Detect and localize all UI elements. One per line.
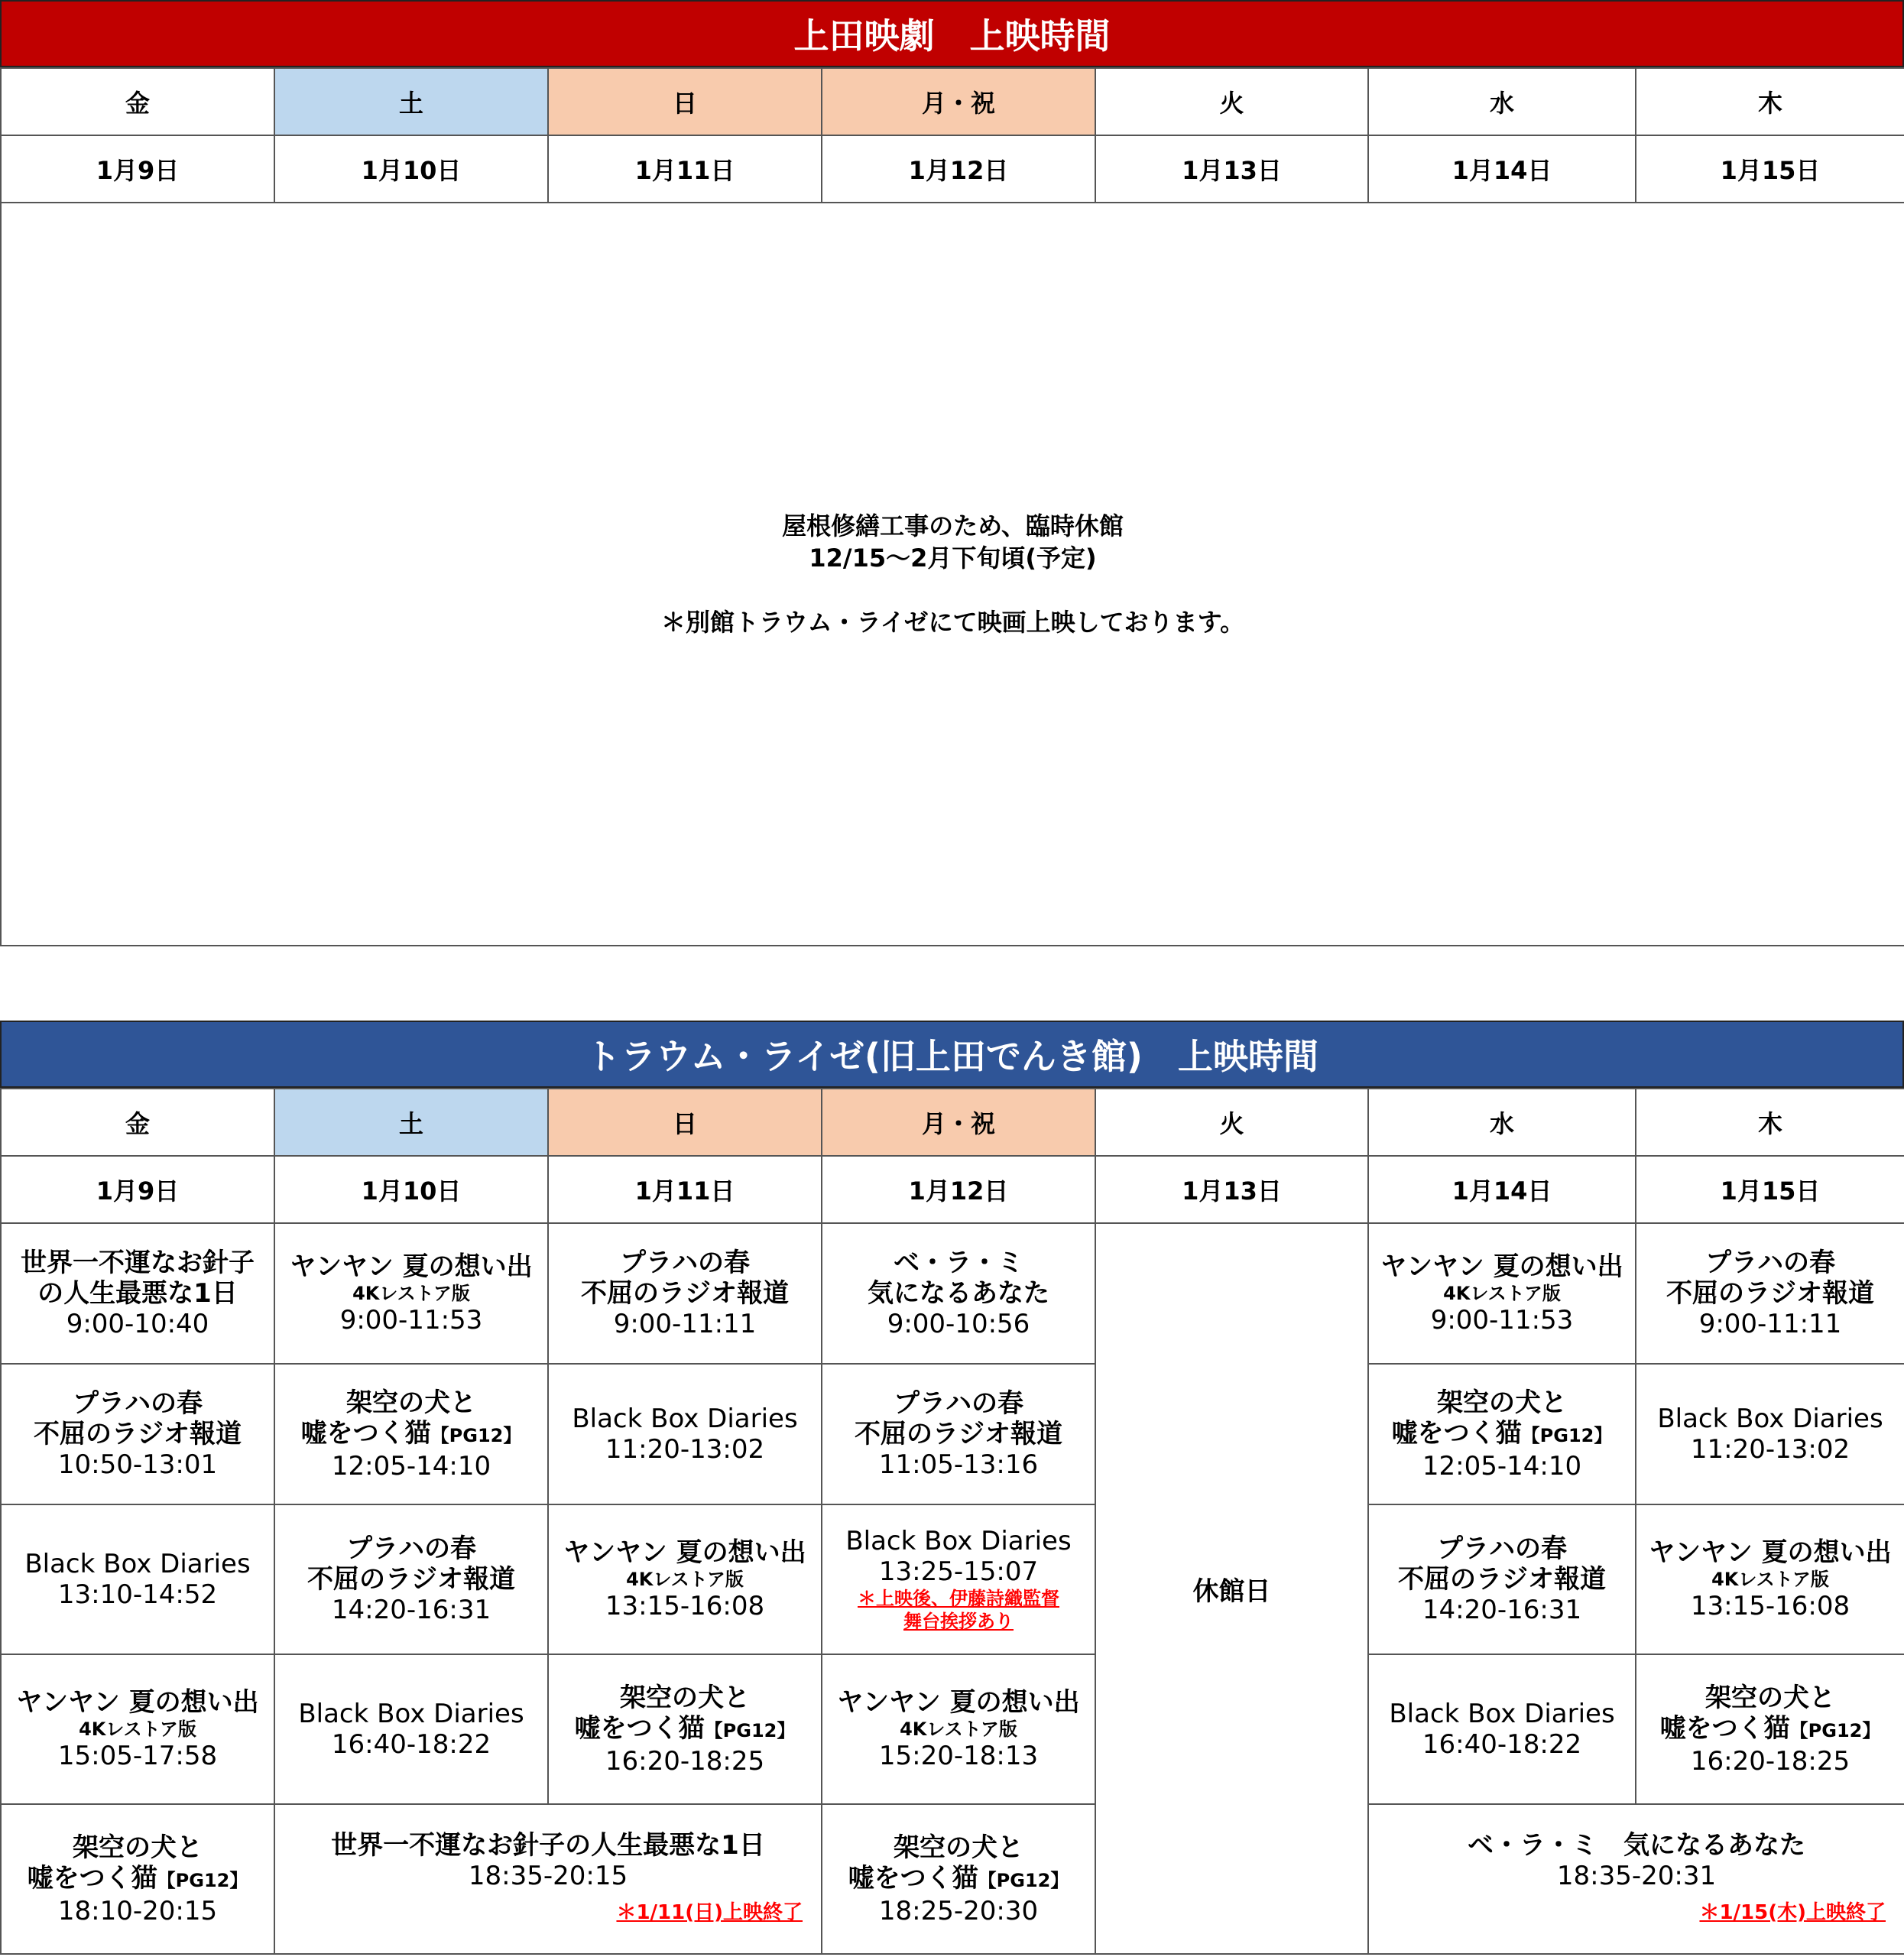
notice-line: 屋根修繕工事のため、臨時休館 xyxy=(782,511,1124,540)
film-title: ヤンヤン 夏の想い出 xyxy=(563,1537,806,1568)
rating-tag: 【PG12】 xyxy=(430,1424,522,1446)
event-note: 舞台挨拶あり xyxy=(903,1611,1014,1632)
showtime-cell xyxy=(822,1223,1095,1364)
dow-thu: 木 xyxy=(1636,1089,1904,1156)
rating-tag: 【PG12】 xyxy=(704,1719,796,1741)
showtime: 15:05-17:58 xyxy=(57,1741,218,1771)
dow-tue: 火 xyxy=(1095,68,1368,135)
film-title: ベ・ラ・ミ xyxy=(894,1248,1023,1278)
dow-sat: 土 xyxy=(274,68,548,135)
showtime: 9:00-10:56 xyxy=(887,1309,1030,1339)
showtime-cell xyxy=(548,1223,822,1364)
showtime-cell xyxy=(822,1654,1095,1804)
film-title: Black Box Diaries xyxy=(572,1404,798,1434)
day-of-week-row xyxy=(1,68,1904,135)
table-row xyxy=(1,1364,1904,1504)
showtime-cell xyxy=(1636,1504,1904,1654)
showtime: 16:40-18:22 xyxy=(1422,1729,1582,1760)
end-of-run-note: ＊1/15(木)上映終了 xyxy=(1699,1901,1886,1924)
showtime: 9:00-10:40 xyxy=(66,1309,209,1339)
showtime: 16:20-18:25 xyxy=(605,1745,765,1777)
film-title: 架空の犬と xyxy=(1705,1682,1835,1713)
film-title: プラハの春 xyxy=(1437,1533,1567,1564)
film-version: 4Kレストア版 xyxy=(1711,1569,1829,1590)
date-cell: 1月11日 xyxy=(548,1156,822,1223)
notice-line: ＊別館トラウム・ライゼにて映画上映しております。 xyxy=(660,608,1245,637)
dow-mon-holiday: 月・祝 xyxy=(822,68,1095,135)
date-cell: 1月12日 xyxy=(822,135,1095,203)
showtime: 18:35-20:15 xyxy=(468,1861,628,1891)
showtime: 12:05-14:10 xyxy=(331,1450,491,1482)
showtime: 18:10-20:15 xyxy=(57,1895,218,1926)
table-row xyxy=(1,1223,1904,1364)
showtime-cell xyxy=(548,1504,822,1654)
theater2-title: トラウム・ライゼ(旧上田でんき館) 上映時間 xyxy=(585,1036,1319,1077)
showtime-cell xyxy=(274,1364,548,1504)
film-version: 4Kレストア版 xyxy=(352,1283,470,1304)
showtime: 13:25-15:07 xyxy=(878,1556,1039,1587)
showtime: 9:00-11:53 xyxy=(1430,1305,1574,1335)
theater1-title: 上田映劇 上映時間 xyxy=(793,15,1111,57)
showtime-cell xyxy=(1636,1654,1904,1804)
showtime: 18:25-20:30 xyxy=(878,1895,1039,1926)
film-title: ベ・ラ・ミ 気になるあなた xyxy=(1468,1830,1805,1861)
film-title: 世界一不運なお針子 xyxy=(21,1248,255,1278)
rating-tag: 【PG12】 xyxy=(978,1869,1069,1891)
showtime-cell xyxy=(822,1504,1095,1654)
showtime: 18:35-20:31 xyxy=(1556,1861,1717,1891)
showtime: 10:50-13:01 xyxy=(57,1449,218,1480)
film-title: 不屈のラジオ報道 xyxy=(855,1419,1062,1449)
showtime-cell xyxy=(1636,1364,1904,1504)
showtime-cell xyxy=(1368,1223,1636,1364)
film-title: プラハの春 xyxy=(73,1388,203,1419)
theater2-title-banner xyxy=(0,1021,1904,1088)
showtime-cell xyxy=(548,1364,822,1504)
date-cell: 1月14日 xyxy=(1368,135,1636,203)
showtime-cell xyxy=(1368,1364,1636,1504)
end-of-run-note: ＊1/11(日)上映終了 xyxy=(616,1901,803,1924)
film-title: Black Box Diaries xyxy=(845,1526,1072,1556)
rating-tag: 【PG12】 xyxy=(1789,1719,1881,1741)
date-row xyxy=(1,135,1904,203)
dow-fri: 金 xyxy=(1,68,274,135)
film-version: 4Kレストア版 xyxy=(900,1718,1017,1740)
dow-sat: 土 xyxy=(274,1089,548,1156)
date-row xyxy=(1,1156,1904,1223)
showtime-cell xyxy=(1,1804,274,1954)
film-title: 嘘をつく猫 xyxy=(1391,1417,1522,1449)
film-title: 嘘をつく猫 xyxy=(1659,1712,1790,1744)
film-title: 嘘をつく猫 xyxy=(300,1417,431,1449)
date-cell: 1月9日 xyxy=(1,135,274,203)
day-of-week-row xyxy=(1,1089,1904,1156)
showtime: 13:10-14:52 xyxy=(57,1579,218,1610)
film-version: 4Kレストア版 xyxy=(79,1718,196,1740)
showtime: 9:00-11:11 xyxy=(613,1309,757,1339)
film-title: の人生最悪な1日 xyxy=(37,1278,238,1309)
date-cell: 1月10日 xyxy=(274,135,548,203)
date-cell: 1月11日 xyxy=(548,135,822,203)
dow-thu: 木 xyxy=(1636,68,1904,135)
film-title: Black Box Diaries xyxy=(1389,1699,1615,1729)
theater2-schedule-table xyxy=(0,1088,1904,1955)
showtime-cell xyxy=(1368,1654,1636,1804)
film-title: 不屈のラジオ報道 xyxy=(1666,1278,1874,1309)
showtime: 14:20-16:31 xyxy=(1422,1595,1582,1625)
dow-mon-holiday: 月・祝 xyxy=(822,1089,1095,1156)
film-title: 不屈のラジオ報道 xyxy=(581,1278,789,1309)
date-cell: 1月9日 xyxy=(1,1156,274,1223)
table-row xyxy=(1,1654,1904,1804)
film-title: プラハの春 xyxy=(346,1533,476,1564)
film-title: 嘘をつく猫 xyxy=(27,1862,157,1894)
showtime-cell xyxy=(1636,1223,1904,1364)
showtime: 12:05-14:10 xyxy=(1422,1450,1582,1482)
film-title: Black Box Diaries xyxy=(1657,1404,1883,1434)
dow-sun: 日 xyxy=(548,1089,822,1156)
film-title: 架空の犬と xyxy=(346,1387,476,1418)
film-title: 不屈のラジオ報道 xyxy=(307,1564,515,1595)
film-title: 世界一不運なお針子の人生最悪な1日 xyxy=(331,1830,765,1861)
showtime-cell xyxy=(1,1654,274,1804)
showtime-cell xyxy=(1,1504,274,1654)
closed-day-cell: 休館日 xyxy=(1095,1223,1368,1954)
film-title: 嘘をつく猫 xyxy=(574,1712,705,1744)
date-cell: 1月15日 xyxy=(1636,1156,1904,1223)
notice-line: 12/15～2月下旬頃(予定) xyxy=(809,544,1097,573)
date-cell: 1月10日 xyxy=(274,1156,548,1223)
film-title: プラハの春 xyxy=(620,1248,750,1278)
showtime-cell xyxy=(1,1364,274,1504)
film-title: ヤンヤン 夏の想い出 xyxy=(290,1251,533,1282)
showtime: 11:20-13:02 xyxy=(605,1434,765,1465)
film-title: 不屈のラジオ報道 xyxy=(1398,1564,1606,1595)
film-title: ヤンヤン 夏の想い出 xyxy=(16,1687,259,1718)
showtime: 14:20-16:31 xyxy=(331,1595,491,1625)
film-title: 気になるあなた xyxy=(868,1278,1049,1309)
showtime: 15:20-18:13 xyxy=(878,1741,1039,1771)
date-cell: 1月12日 xyxy=(822,1156,1095,1223)
film-title: Black Box Diaries xyxy=(24,1549,251,1579)
event-note: ＊上映後、伊藤詩織監督 xyxy=(858,1588,1059,1609)
showtime: 16:40-18:22 xyxy=(331,1729,491,1760)
date-cell: 1月13日 xyxy=(1095,135,1368,203)
film-version: 4Kレストア版 xyxy=(1443,1283,1561,1304)
showtime-cell xyxy=(274,1804,822,1954)
showtime: 16:20-18:25 xyxy=(1690,1745,1850,1777)
showtime-cell xyxy=(822,1804,1095,1954)
rating-tag: 【PG12】 xyxy=(1521,1424,1613,1446)
showtime-cell xyxy=(822,1364,1095,1504)
showtime-cell xyxy=(274,1223,548,1364)
showtime: 13:15-16:08 xyxy=(1690,1591,1850,1621)
film-title: 架空の犬と xyxy=(1437,1387,1567,1418)
showtime: 11:05-13:16 xyxy=(878,1449,1039,1480)
dow-wed: 水 xyxy=(1368,68,1636,135)
film-title: ヤンヤン 夏の想い出 xyxy=(1380,1251,1623,1282)
date-cell: 1月14日 xyxy=(1368,1156,1636,1223)
showtime-cell xyxy=(274,1504,548,1654)
showtime: 9:00-11:53 xyxy=(339,1305,483,1335)
rating-tag: 【PG12】 xyxy=(157,1869,248,1891)
film-title: ヤンヤン 夏の想い出 xyxy=(1649,1537,1892,1568)
dow-fri: 金 xyxy=(1,1089,274,1156)
showtime: 9:00-11:11 xyxy=(1698,1309,1842,1339)
showtime-cell xyxy=(1368,1804,1904,1954)
film-title: 架空の犬と xyxy=(620,1682,750,1713)
dow-sun: 日 xyxy=(548,68,822,135)
film-title: ヤンヤン 夏の想い出 xyxy=(837,1687,1080,1718)
showtime-cell xyxy=(274,1654,548,1804)
film-title: 架空の犬と xyxy=(894,1832,1023,1863)
showtime-cell xyxy=(1,1223,274,1364)
table-row xyxy=(1,1504,1904,1654)
showtime: 11:20-13:02 xyxy=(1690,1434,1850,1465)
film-version: 4Kレストア版 xyxy=(626,1569,744,1590)
showtime-cell xyxy=(548,1654,822,1804)
dow-tue: 火 xyxy=(1095,1089,1368,1156)
film-title: プラハの春 xyxy=(894,1388,1023,1419)
showtime: 13:15-16:08 xyxy=(605,1591,765,1621)
showtime-cell xyxy=(1368,1504,1636,1654)
closure-notice xyxy=(1,203,1904,946)
film-title: 不屈のラジオ報道 xyxy=(34,1419,242,1449)
dow-wed: 水 xyxy=(1368,1089,1636,1156)
film-title: プラハの春 xyxy=(1705,1248,1835,1278)
film-title: 嘘をつく猫 xyxy=(848,1862,978,1894)
table-row xyxy=(1,1804,1904,1954)
theater1-schedule-table xyxy=(0,67,1904,946)
film-title: Black Box Diaries xyxy=(298,1699,524,1729)
film-title: 架空の犬と xyxy=(73,1832,203,1863)
date-cell: 1月13日 xyxy=(1095,1156,1368,1223)
theater1-title-banner xyxy=(0,0,1904,67)
date-cell: 1月15日 xyxy=(1636,135,1904,203)
